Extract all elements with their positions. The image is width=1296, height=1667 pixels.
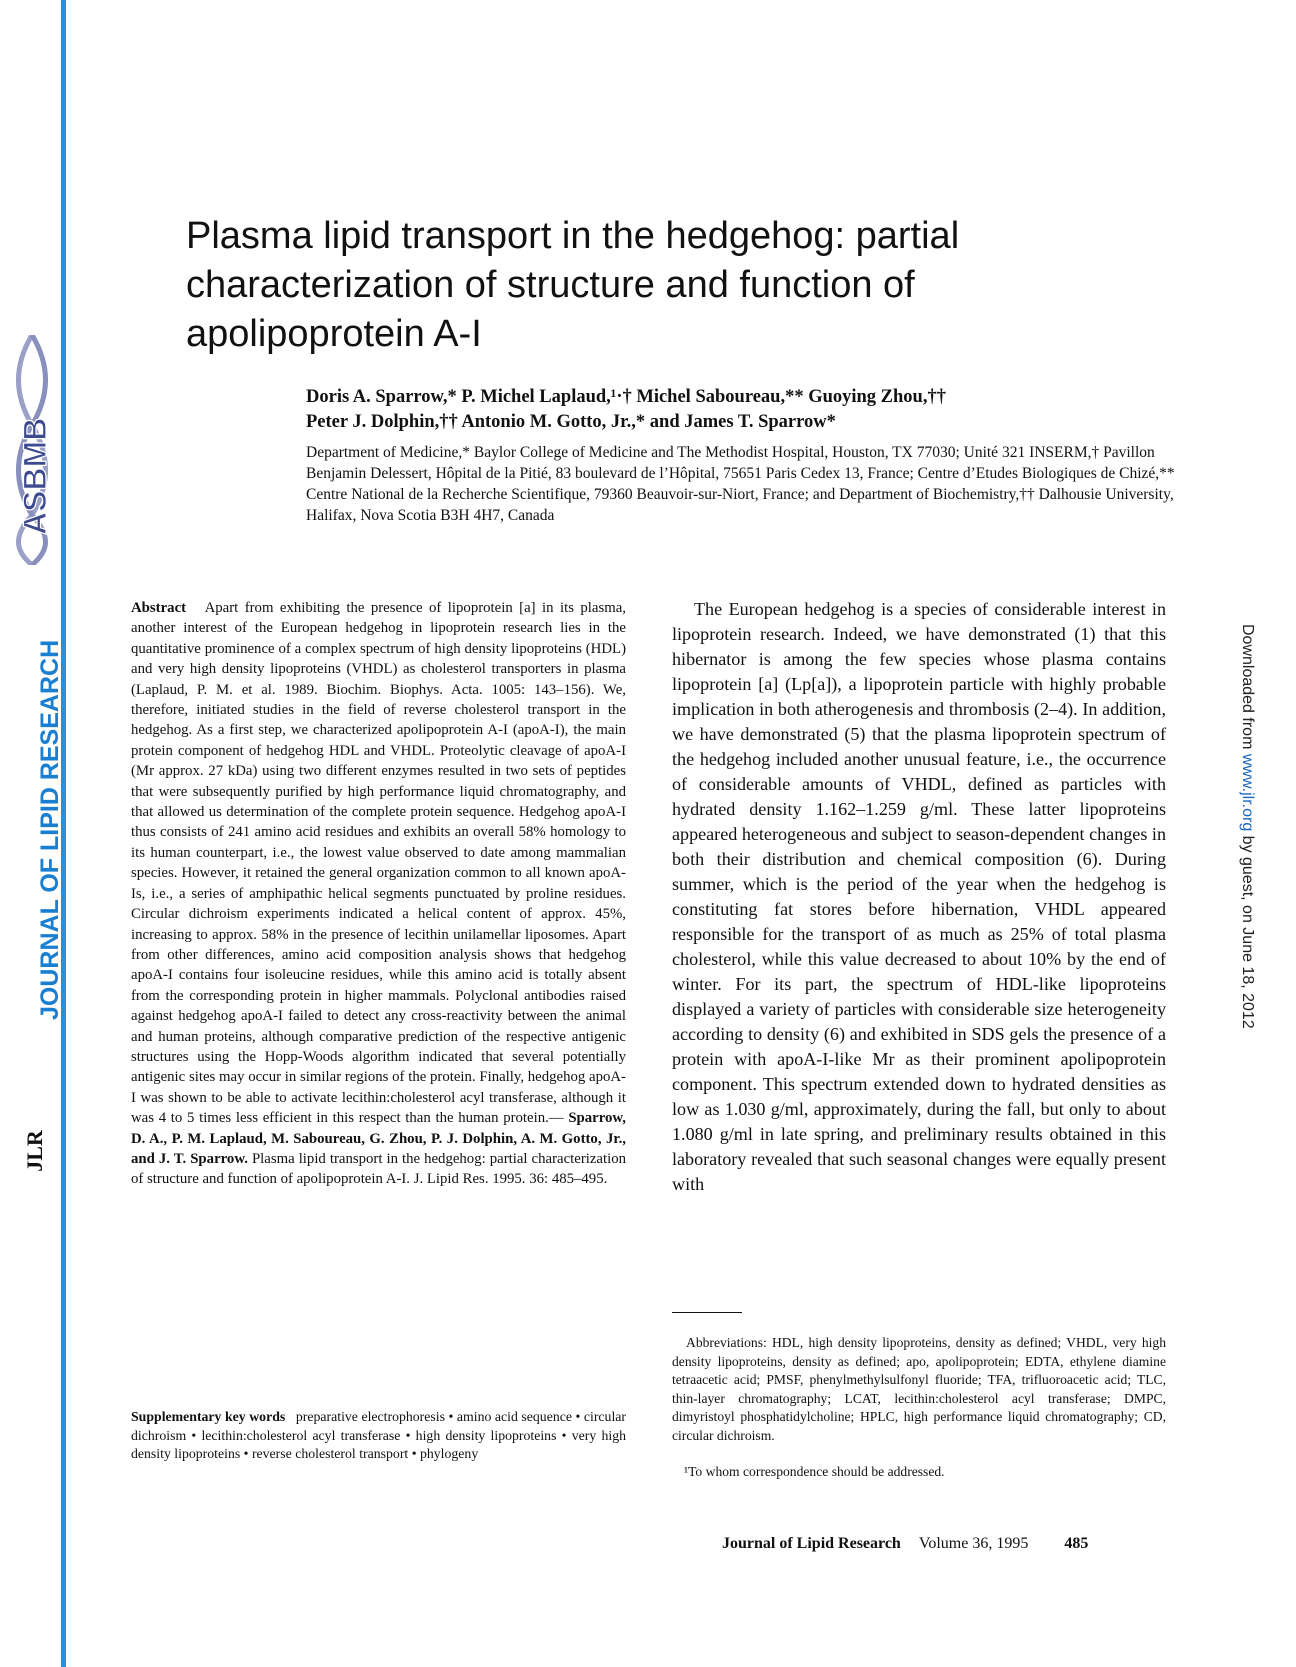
jlr-monogram: JLR [21,1130,47,1172]
keywords-body: preparative electrophoresis • amino acid sequence • circular dichroism • lecithin:cholesterol acyl transferase • high density lipoproteins • very high density lipoproteins • reverse cholesterol transport • phylogeny [131,1409,627,1462]
download-suffix: by guest, on June 18, 2012 [1239,835,1256,1029]
article-title: Plasma lipid transport in the hedgehog: partial characterization of structure and function of apolipoprotein A-I [186,215,960,355]
abstract [131,598,626,1190]
intro-paragraph: The European hedgehog is a species of considerable interest in lipoprotein research. Indeed, we have demonstrated (1) that this hibernator is among the few species whose plasma contains lipoprotein [a] (Lp[a]), a lipoprotein particle with highly probable implication in both atherogenesis and thrombosis (2–4). In addition, we have demonstrated (5) that the plasma lipoprotein spectrum of the hedgehog included another unusual feature, i.e., the occurrence of considerable amounts of VHDL, defined as particles with hydrated density 1.162–1.259 g/ml. These latter lipoproteins appeared heterogeneous and subject to season-dependent changes in both their distribution and chemical composition (6). During summer, which is the period of the year when the hedgehog is constituting fat stores before hibernation, VHDL appeared responsible for the transport of as much as 25% of total plasma cholesterol, while this value decreased to about 10% by the end of winter. For its part, the spectrum of HDL-like lipoproteins displayed a variety of particles with considerable size heterogeneity according to density (6) and exhibited in SDS gels the presence of a protein with apoA-I-like Mr as their prominent apolipoprotein component. This spectrum extended down to hydrated densities as low as 1.030 g/ml, approximately, during the fall, but only to about 1.080 g/ml in late spring, and preliminary results obtained in this laboratory revealed that such seasonal changes were equally present with [672,599,1166,1194]
footer-volume: Volume 36, 1995 [918,1535,1029,1552]
author-line-2: Peter J. Dolphin,†† Antonio M. Gotto, Jr.,* and James T. Sparrow* [306,412,836,432]
logo-text: ASBMB [17,417,53,535]
footer-journal: Journal of Lipid Research [722,1535,901,1552]
page-footer [722,1535,1166,1553]
asbmb-logo [8,335,56,565]
keywords-heading: Supplementary key words [131,1409,286,1424]
download-notice [1238,624,1256,1029]
footnote-rule [672,1312,742,1313]
download-prefix: Downloaded from [1239,624,1256,750]
abstract-body: Apart from exhibiting the presence of lipoprotein [a] in its plasma, another interest of the European hedgehog in lipoprotein research lies in the quantitative prominence of a complex spectrum of high density lipoproteins (HDL) and very high density lipoproteins (VHDL) as cholesterol transporters in plasma (Laplaud, P. M. et al. 1989. Biochim. Biophys. Acta. 1005: 143–156). We, therefore, initiated studies in the field of reverse cholesterol transport in the hedgehog. As a first step, we characterized apolipoprotein A-I (apoA-I), the main protein component of hedgehog HDL and VHDL. Proteolytic cleavage of apoA-I (Mr approx. 27 kDa) using two different enzymes resulted in two sets of peptides that were subsequently purified by high performance liquid chromatography, and that allowed us determination of the complete protein sequence. Hedgehog apoA-I thus consists of 241 amino acid residues and exhibits an overall 58% homology to its human counterpart, i.e., the lowest value observed to date among mammalian species. However, it retained the general organization common to all known apoA-Is, i.e., a series of amphipathic helical segments punctuated by proline residues. Circular dichroism experiments indicated a helical content of approx. 45%, increasing to approx. 58% in the presence of lecithin unilamellar liposomes. Apart from other differences, amino acid composition analysis shows that hedgehog apoA-I contains four isoleucine residues, while this amino acid is totally absent from the corresponding protein in higher mammals. Polyclonal antibodies raised against hedgehog apoA-I failed to detect any cross-reactivity between the animal and human proteins, although comparative prediction of the respective antigenic structures using the Hopp-Woods algorithm indicated that several potentially antigenic sites may occur in similar regions of the protein. Finally, hedgehog apoA-I was shown to be able to activate lecithin:cholesterol acyl transferase, although it was 4 to 5 times less efficient in this respect than the human protein.— [131,600,627,1127]
author-line-1: Doris A. Sparrow,* P. Michel Laplaud,¹·† Michel Saboureau,** Guoying Zhou,†† [306,387,946,407]
abstract-citation: Plasma lipid transport in the hedgehog: partial characterization of structure and function of apolipoprotein A-I. J. Lipid Res. 1995. 36: 485–495. [131,1150,627,1188]
abbreviations-footnote: Abbreviations: HDL, high density lipoproteins, density as defined; VHDL, very high density lipoproteins, density as defined; apo, apolipoprotein; EDTA, ethylene diamine tetraacetic acid; PMSF, phenylmethylsulfonyl fluoride; TFA, trifluoroacetic acid; TLC, thin-layer chromatography; LCAT, lecithin:cholesterol acyl transferase; DMPC, dimyristoyl phosphatidylcholine; HPLC, high performance liquid chromatography; CD, circular dichroism. [672,1335,1166,1443]
affiliations: Department of Medicine,* Baylor College of Medicine and The Methodist Hospital, Houston, TX 77030; Unité 321 INSERM,† Pavillon Benjamin Delessert, Hôpital de la Pitié, 83 boulevard de l’Hôpital, 75651 Paris Cedex 13, France; Centre d’Etudes Biologiques de Chizé,** Centre National de la Recherche Scientifique, 79360 Beauvoir-sur-Niort, France; and Department of Biochemistry,†† Dalhousie University, Halifax, Nova Scotia B3H 4H7, Canada [306,444,1175,524]
abstract-heading: Abstract [131,600,187,616]
abstract-citation-authors: Sparrow, D. A., P. M. Laplaud, M. Saboureau, G. Zhou, P. J. Dolphin, A. M. Gotto, Jr., and J. T. Sparrow. [131,1110,627,1167]
author-list [306,385,1186,435]
jlr-link[interactable]: www.jlr.org [1239,753,1256,832]
correspondence-footnote: ¹To whom correspondence should be addressed. [684,1464,945,1479]
page-number: 485 [1064,1535,1089,1552]
key-words [131,1408,626,1464]
journal-side-label: JOURNAL OF LIPID RESEARCH [36,639,64,1020]
